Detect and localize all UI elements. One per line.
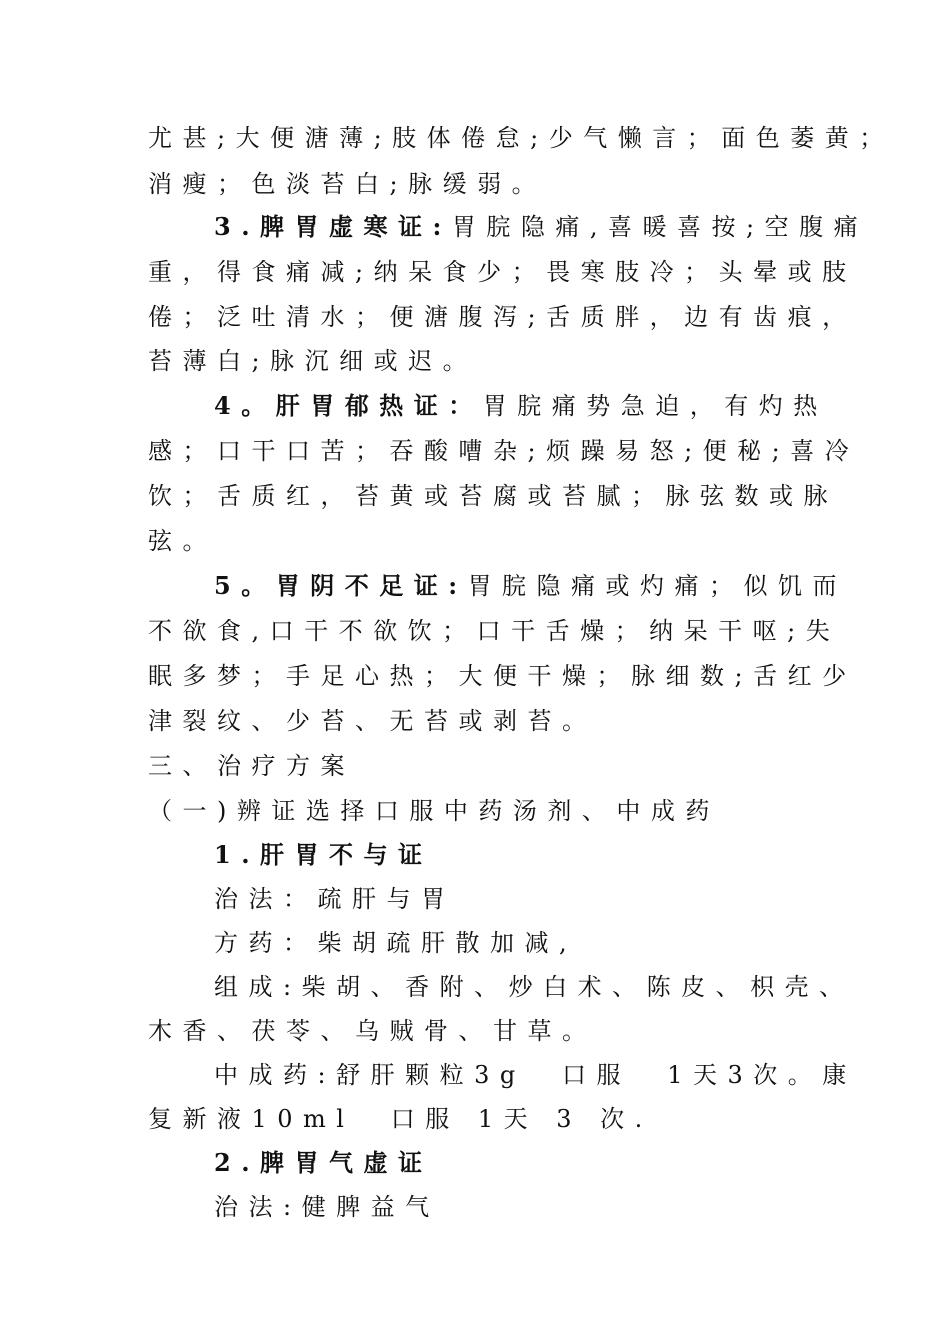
text-line: 方药：柴胡疏肝散加减, xyxy=(214,929,578,957)
section-heading-2 xyxy=(214,1148,433,1178)
section-title: 4。肝胃郁热证： xyxy=(214,391,483,420)
section-heading-4: 4。肝胃郁热证：胃脘痛势急迫，有灼热 xyxy=(214,391,828,420)
text-line: 复新液10ml 口服 1天 3 次. xyxy=(148,1105,653,1133)
section-title: 3.脾胃虚寒证: xyxy=(214,212,452,241)
text-line: 感；口干口苦；吞酸嘈杂;烦躁易怒;便秘;喜冷 xyxy=(148,437,860,465)
text-line: 重，得食痛减;纳呆食少；畏寒肢冷；头晕或肢 xyxy=(148,258,857,286)
text-line: 眠多梦；手足心热；大便干燥；脉细数;舌红少 xyxy=(148,662,857,690)
chapter-heading: 三、治疗方案 xyxy=(148,752,355,780)
text-line: 倦；泛吐清水；便溏腹泻;舌质胖，边有齿痕， xyxy=(148,303,857,331)
text-line: 弦。 xyxy=(148,527,217,555)
text-line: 中成药:舒肝颗粒3g 口服 1天3次。康 xyxy=(214,1061,857,1089)
section-title: 2.脾胃气虚证 xyxy=(214,1148,433,1177)
section-heading-1 xyxy=(214,840,433,870)
text-line: 不欲食,口干不欲饮；口干舌燥；纳呆干呕;失 xyxy=(148,617,841,645)
text-line: 治法:健脾益气 xyxy=(214,1193,440,1221)
subsection-heading: （一)辨证选择口服中药汤剂、中成药 xyxy=(148,797,720,825)
text-line: 组成:柴胡、香附、炒白术、陈皮、枳壳、 xyxy=(214,973,854,1001)
text-line: 苔薄白;脉沉细或迟。 xyxy=(148,347,478,375)
text-line: 木香、茯苓、乌贼骨、甘草。 xyxy=(148,1017,597,1045)
text-line: 尤甚;大便溏薄;肢体倦怠;少气懒言；面色萎黄； xyxy=(148,124,894,152)
section-heading-3: 3.脾胃虚寒证:胃脘隐痛,喜暖喜按;空腹痛 xyxy=(214,212,869,241)
text-line: 津裂纹、少苔、无苔或剥苔。 xyxy=(148,707,597,735)
section-title: 5。胃阴不足证: xyxy=(214,571,468,600)
text-line: 治法：疏肝与胃 xyxy=(214,885,456,913)
section-heading-5: 5。胃阴不足证:胃脘隐痛或灼痛；似饥而 xyxy=(214,571,848,600)
section-title: 1.肝胃不与证 xyxy=(214,840,433,869)
text-line: 饮；舌质红，苔黄或苔腐或苔腻；脉弦数或脉 xyxy=(148,482,838,510)
text-line: 消瘦；色淡苔白;脉缓弱。 xyxy=(148,170,547,198)
